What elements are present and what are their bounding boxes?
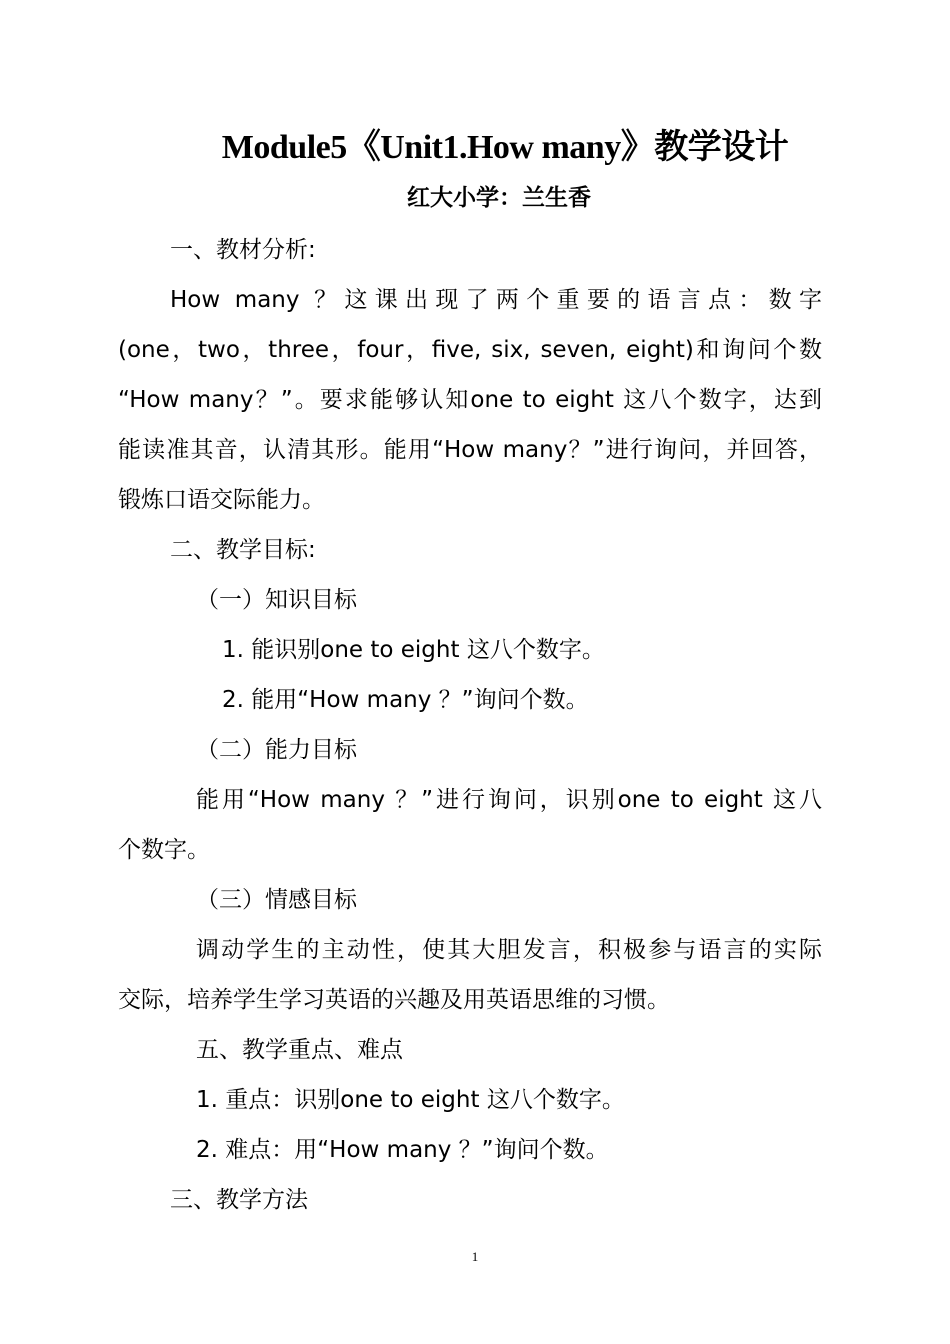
list-item: 1. 重点：识别one to eight 这八个数字。: [196, 1087, 625, 1113]
section-heading-methods: 三、教学方法: [170, 1187, 308, 1213]
paragraph-line: 能用“How many ？”进行询问，识别one to eight 这八: [196, 787, 822, 813]
subsection-heading-emotion: （三）情感目标: [196, 887, 357, 913]
author-line: 红大小学：兰生香: [407, 185, 591, 211]
list-item: 2. 难点：用“How many ？”询问个数。: [196, 1137, 609, 1163]
paragraph-line: 锻炼口语交际能力。: [118, 487, 325, 513]
section-heading-key-points: 五、教学重点、难点: [196, 1037, 403, 1063]
section-heading-analysis: 一、教材分析:: [170, 237, 316, 263]
paragraph-line: 个数字。: [118, 837, 210, 863]
subsection-heading-knowledge: （一）知识目标: [196, 587, 357, 613]
page-number: 1: [471, 1249, 479, 1264]
paragraph-line: “How many？”。要求能够认知one to eight 这八个数字，达到: [118, 387, 822, 413]
paragraph-line: 调动学生的主动性，使其大胆发言，积极参与语言的实际: [196, 937, 822, 963]
paragraph-line: How many ？这课出现了两个重要的语言点：数字: [170, 287, 822, 313]
paragraph-line: 能读准其音，认清其形。能用“How many？”进行询问，并回答，: [118, 437, 822, 463]
subsection-heading-ability: （二）能力目标: [196, 737, 357, 763]
paragraph-line: (one，two，three，four，five, six, seven, eight)和询问个数: [118, 337, 822, 363]
paragraph-line: 交际，培养学生学习英语的兴趣及用英语思维的习惯。: [118, 987, 670, 1013]
section-heading-objectives: 二、教学目标:: [170, 537, 316, 563]
list-item: 2. 能用“How many ？”询问个数。: [222, 687, 589, 713]
document-title: Module5《Unit1.How many》教学设计: [221, 129, 789, 166]
list-item: 1. 能识别one to eight 这八个数字。: [222, 637, 605, 663]
